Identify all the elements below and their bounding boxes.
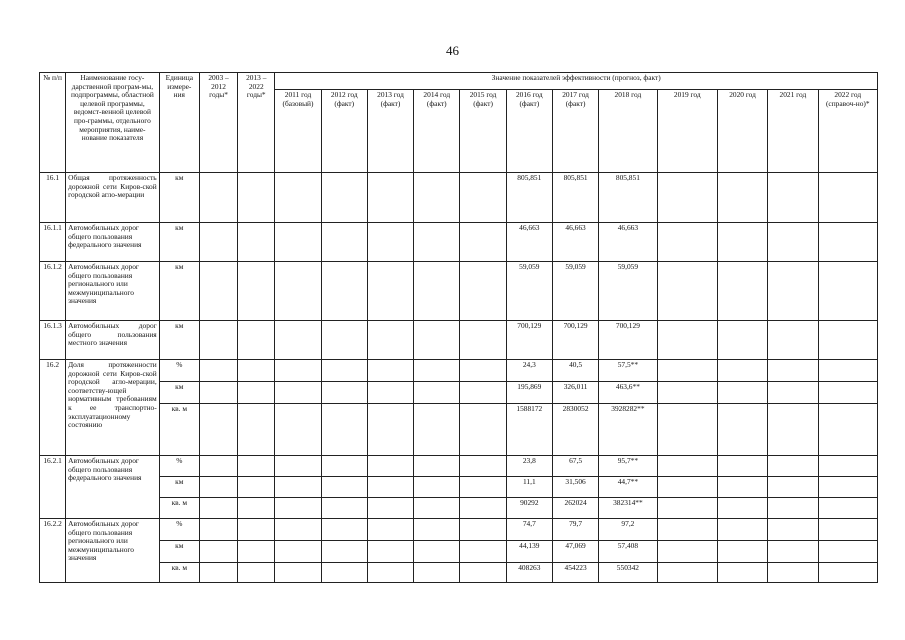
value-2016: 700,129 <box>506 321 552 360</box>
value-2016: 11,1 <box>506 477 552 498</box>
table-row <box>40 541 878 563</box>
row-unit: км <box>159 223 199 262</box>
value-2018: 95,7** <box>599 456 657 477</box>
header-year: 2013 год (факт) <box>367 90 413 173</box>
table-row <box>40 223 878 262</box>
value-2018: 3928282** <box>599 404 657 456</box>
value-2017: 805,851 <box>552 173 598 223</box>
row-unit: % <box>159 360 199 382</box>
header-year: 2012 год (факт) <box>321 90 367 173</box>
header-year: 2017 год (факт) <box>552 90 598 173</box>
table-row <box>40 498 878 519</box>
value-2016: 23,8 <box>506 456 552 477</box>
row-name: Автомобильных дорог общего пользования регионального или межмуниципального значения <box>66 519 160 583</box>
value-2018: 550342 <box>599 563 657 583</box>
value-2017: 31,506 <box>552 477 598 498</box>
value-2016: 195,869 <box>506 382 552 404</box>
value-2018: 805,851 <box>599 173 657 223</box>
header-year: 2021 год <box>768 90 818 173</box>
value-2018: 57,408 <box>599 541 657 563</box>
row-name: Автомобильных дорог общего пользования регионального или межмуниципального значения <box>66 262 160 321</box>
row-num: 16.1.3 <box>40 321 66 360</box>
row-name: Доля протяженности дорожной сети Киров-ской городской агло-мерации, соответству-ющей нормативным требованиям к ее транспортно-эксплуатационному состоянию <box>66 360 160 456</box>
value-2018: 46,663 <box>599 223 657 262</box>
header-year: 2016 год (факт) <box>506 90 552 173</box>
header-year: 2018 год <box>599 90 657 173</box>
value-2018: 700,129 <box>599 321 657 360</box>
indicators-table <box>39 72 878 583</box>
header-num: № п/п <box>40 73 66 173</box>
value-2016: 1588172 <box>506 404 552 456</box>
row-unit: кв. м <box>159 498 199 519</box>
row-name: Автомобильных дорог общего пользования федерального значения <box>66 456 160 519</box>
value-2018: 97,2 <box>599 519 657 541</box>
value-2018: 57,5** <box>599 360 657 382</box>
value-2018: 59,059 <box>599 262 657 321</box>
row-unit: км <box>159 173 199 223</box>
header-year: 2022 год (справоч-но)* <box>818 90 877 173</box>
value-2017: 46,663 <box>552 223 598 262</box>
header-year: 2019 год <box>657 90 717 173</box>
row-unit: км <box>159 262 199 321</box>
value-2018: 463,6** <box>599 382 657 404</box>
header-group: Значение показателей эффективности (прогноз, факт) <box>275 73 878 90</box>
value-2016: 44,139 <box>506 541 552 563</box>
row-num: 16.1.1 <box>40 223 66 262</box>
value-2017: 67,5 <box>552 456 598 477</box>
row-name: Автомобильных дорог общего пользования федерального значения <box>66 223 160 262</box>
value-2017: 700,129 <box>552 321 598 360</box>
value-2017: 326,011 <box>552 382 598 404</box>
value-2017: 2830052 <box>552 404 598 456</box>
header-name: Наименование госу-дарственной програм-мы, подпрограммы, областной целевой программы, ведомст-венной целевой про-граммы, отдельного мероприятия, наиме-нование показателя <box>66 73 160 173</box>
row-unit: % <box>159 456 199 477</box>
value-2017: 40,5 <box>552 360 598 382</box>
value-2017: 262024 <box>552 498 598 519</box>
table-row <box>40 173 878 223</box>
value-2017: 79,7 <box>552 519 598 541</box>
header-year: 2011 год (базовый) <box>275 90 321 173</box>
value-2017: 454223 <box>552 563 598 583</box>
header-row-1 <box>40 73 878 90</box>
value-2016: 24,3 <box>506 360 552 382</box>
row-unit: кв. м <box>159 563 199 583</box>
table-row <box>40 262 878 321</box>
header-2003-2012: 2003 – 2012 годы* <box>199 73 237 173</box>
row-num: 16.2.1 <box>40 456 66 519</box>
row-unit: % <box>159 519 199 541</box>
table-row <box>40 382 878 404</box>
value-2016: 74,7 <box>506 519 552 541</box>
row-name: Общая протяженность дорожной сети Киров-ской городской агло-мерации <box>66 173 160 223</box>
header-year: 2015 год (факт) <box>460 90 506 173</box>
header-unit: Единица измере-ния <box>159 73 199 173</box>
row-name: Автомобильных дорог общего пользования местного значения <box>66 321 160 360</box>
table-row <box>40 360 878 382</box>
value-2016: 805,851 <box>506 173 552 223</box>
value-2018: 382314** <box>599 498 657 519</box>
table-row <box>40 563 878 583</box>
table-row <box>40 477 878 498</box>
row-unit: км <box>159 321 199 360</box>
value-2017: 47,069 <box>552 541 598 563</box>
row-num: 16.2.2 <box>40 519 66 583</box>
row-num: 16.1 <box>40 173 66 223</box>
page-number: 46 <box>446 43 459 58</box>
row-unit: км <box>159 541 199 563</box>
header-2013-2022: 2013 – 2022 годы* <box>238 73 275 173</box>
table-row <box>40 321 878 360</box>
row-num: 16.2 <box>40 360 66 456</box>
table-row <box>40 404 878 456</box>
header-year: 2020 год <box>717 90 767 173</box>
row-num: 16.1.2 <box>40 262 66 321</box>
row-unit: км <box>159 382 199 404</box>
table-row <box>40 456 878 477</box>
row-unit: км <box>159 477 199 498</box>
value-2016: 46,663 <box>506 223 552 262</box>
table-row <box>40 519 878 541</box>
value-2016: 408263 <box>506 563 552 583</box>
header-year: 2014 год (факт) <box>414 90 460 173</box>
row-unit: кв. м <box>159 404 199 456</box>
value-2016: 59,059 <box>506 262 552 321</box>
value-2018: 44,7** <box>599 477 657 498</box>
value-2016: 90292 <box>506 498 552 519</box>
value-2017: 59,059 <box>552 262 598 321</box>
